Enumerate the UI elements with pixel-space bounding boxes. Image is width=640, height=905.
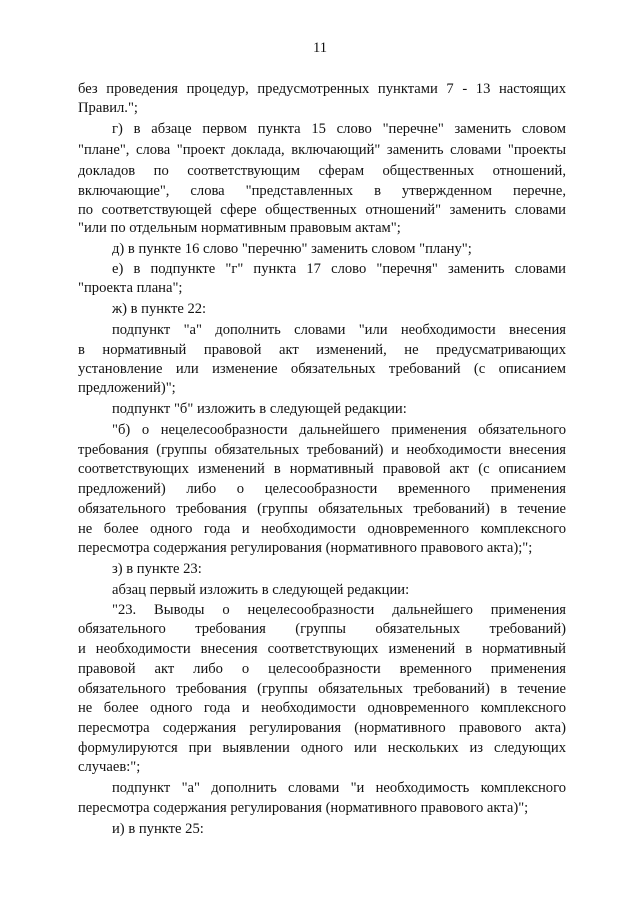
text-line: предложений)"; [78,380,176,396]
text-line: "23. Выводы о нецелесообразности дальнейшего применения [112,602,566,618]
text-line: обязательного требования (группы обязательных требований) в течение [78,681,566,697]
text-line: г) в абзаце первом пункта 15 слово "перечне" заменить словом [112,121,566,137]
text-line: подпункт "а" дополнить словами "или необходимости внесения [112,322,566,338]
text-line: докладов по соответствующим сферам общественных отношений, [78,163,566,179]
text-line: д) в пункте 16 слово "перечню" заменить словом "плану"; [112,241,472,257]
text-line: соответствующих изменений в нормативный правовой акт (с описанием [78,461,566,477]
text-line: и необходимости внесения соответствующих изменений в нормативный [78,641,566,657]
text-line: требования (группы обязательных требований) и необходимости внесения [78,442,566,458]
text-line: правовой акт либо о целесообразности временного применения [78,661,566,677]
text-line: включающие", слова "представленных в утвержденном перечне, [78,183,566,199]
text-line: обязательного требования (группы обязательных требований) [78,621,566,637]
text-line: абзац первый изложить в следующей редакции: [112,582,410,598]
text-line: предложений) либо о целесообразности временного применения [78,481,566,497]
text-line: обязательного требования (группы обязательных требований) в течение [78,501,566,517]
text-line: в нормативный правовой акт изменений, не предусматривающих [78,342,566,358]
text-line: пересмотра содержания регулирования (нормативного правового акта) [78,720,566,736]
text-line: не более одного года и необходимости одновременного комплексного [78,700,566,716]
text-line: по соответствующей сфере общественных отношений" заменить словами [78,202,566,218]
text-line: "проекта плана"; [78,280,183,296]
text-line: пересмотра содержания регулирования (нормативного правового акта)"; [78,800,529,816]
text-line: подпункт "а" дополнить словами "и необходимость комплексного [112,780,566,796]
text-line: е) в подпункте "г" пункта 17 слово "перечня" заменить словами [112,261,566,277]
text-line: не более одного года и необходимости одновременного комплексного [78,521,566,537]
text-line: установление или изменение обязательных требований (с описанием [78,361,566,377]
text-line: "б) о нецелесообразности дальнейшего применения обязательного [112,422,566,438]
text-line: без проведения процедур, предусмотренных пунктами 7 - 13 настоящих [78,81,566,97]
text-line: Правил."; [78,100,138,116]
text-line: формулируются при выявлении одного или нескольких из следующих [78,740,566,756]
page-number: 11 [312,40,328,56]
text-line: з) в пункте 23: [112,561,202,577]
text-line: случаев:"; [78,759,141,775]
text-line: ж) в пункте 22: [112,301,207,317]
text-line: пересмотра содержания регулирования (нормативного правового акта);"; [78,540,533,556]
text-line: и) в пункте 25: [112,821,204,837]
text-line: "или по отдельным нормативным правовым актам"; [78,220,401,236]
text-line: подпункт "б" изложить в следующей редакции: [112,401,407,417]
text-line: "плане", слова "проект доклада, включающий" заменить словами "проекты [78,142,566,158]
